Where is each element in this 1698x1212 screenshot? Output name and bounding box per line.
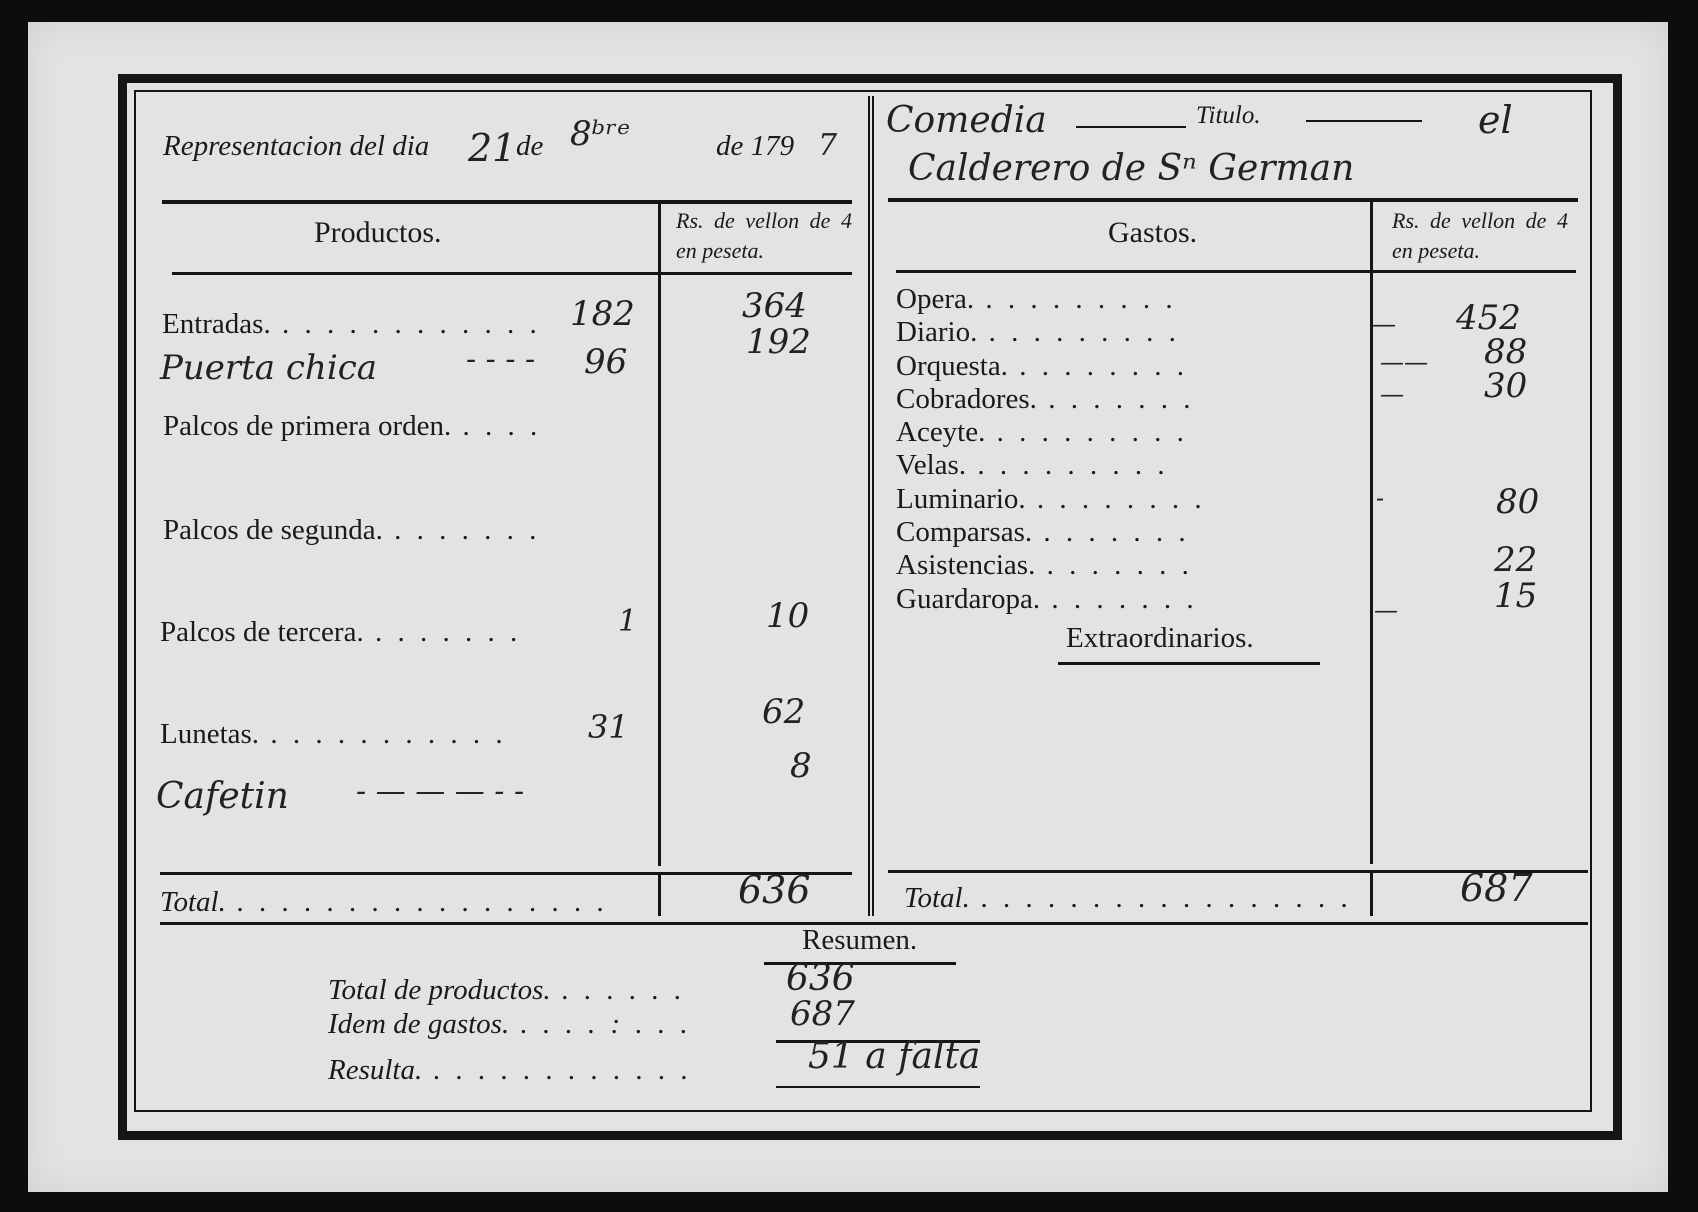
year-value: 7 <box>818 128 838 163</box>
row-label: Lunetas. . . . . . . . . . . . <box>160 718 507 750</box>
row-dash: —— <box>1380 348 1428 376</box>
gastos-row: Aceyte. . . . . . . . . . <box>896 416 1188 449</box>
productos-top-rule <box>162 200 852 204</box>
gastos-row: Luminario. . . . . . . . . <box>896 482 1206 515</box>
productos-header-rule <box>172 272 852 275</box>
gastos-row: Velas. . . . . . . . . . <box>896 449 1169 482</box>
gastos-top-rule <box>888 198 1578 202</box>
gastos-total-label: Total. . . . . . . . . . . . . . . . . . <box>904 882 1353 914</box>
row-dashes: - - - - <box>466 342 536 377</box>
productos-total-value: 636 <box>738 868 811 912</box>
gastos-row: Opera. . . . . . . . . . <box>896 283 1177 315</box>
gastos-header-rule <box>896 270 1576 273</box>
row-label: Palcos de primera orden. . . . . <box>163 410 542 442</box>
row-value: 62 <box>762 692 806 732</box>
row-dashes: - — — — - - <box>356 774 525 809</box>
row-value: 8 <box>790 746 812 786</box>
row-dash: — <box>1372 310 1396 338</box>
titulo-rule-left <box>1076 126 1186 128</box>
titulo-value-1: el <box>1478 98 1513 142</box>
gastos-row: Guardaropa. . . . . . . . <box>896 582 1198 615</box>
row-label: Cafetin <box>156 776 289 817</box>
productos-column-divider <box>658 200 661 866</box>
gastos-rows <box>896 283 1206 616</box>
de-label: de <box>516 130 544 162</box>
gastos-row: Diario. . . . . . . . . . <box>896 316 1180 349</box>
row-count: 31 <box>588 708 629 746</box>
representacion-label: Representacion del dia <box>163 130 430 162</box>
resumen-gastos-value: 687 <box>790 994 855 1034</box>
gastos-total-divider <box>1370 870 1373 916</box>
gastos-unit-header: Rs. de vellon de 4 en peseta. <box>1392 208 1568 263</box>
resumen-bottom-rule <box>776 1086 980 1088</box>
row-label: Entradas. . . . . . . . . . . . . <box>162 308 541 340</box>
center-divider <box>868 96 874 916</box>
row-value: 15 <box>1494 576 1538 616</box>
row-value: 22 <box>1494 540 1538 580</box>
row-dash: — <box>1374 596 1398 624</box>
titulo-label: Titulo. <box>1196 102 1261 129</box>
productos-total-label: Total. . . . . . . . . . . . . . . . . . <box>160 886 609 918</box>
row-dash: - <box>1376 484 1385 512</box>
row-count: 1 <box>618 604 638 639</box>
row-label: Puerta chica <box>160 348 378 388</box>
row-value: 30 <box>1484 366 1528 406</box>
extraordinarios-label: Extraordinarios. <box>1066 622 1254 654</box>
row-value: 364 <box>742 286 807 326</box>
comedia-value: Comedia <box>886 100 1047 141</box>
gastos-row: Asistencias. . . . . . . . <box>896 549 1193 582</box>
productos-unit-header: Rs. de vellon de 4 en peseta. <box>676 208 852 263</box>
row-count: 182 <box>570 294 635 334</box>
productos-header: Productos. <box>314 216 442 249</box>
titulo-rule-right <box>1306 120 1422 122</box>
gastos-row: Orquesta. . . . . . . . . <box>896 349 1188 382</box>
row-count: 96 <box>584 342 628 382</box>
row-value: 452 <box>1456 298 1521 338</box>
gastos-row: Comparsas. . . . . . . . <box>896 516 1190 549</box>
gastos-header: Gastos. <box>1108 216 1198 249</box>
row-value: 88 <box>1484 332 1528 372</box>
row-value: 80 <box>1496 482 1540 522</box>
titulo-value-2: Calderero de Sⁿ German <box>908 148 1355 189</box>
resumen-resulta-value: 51 a falta <box>808 1036 981 1077</box>
row-value: 10 <box>766 596 810 636</box>
gastos-column-divider <box>1370 198 1373 864</box>
row-label: Palcos de segunda. . . . . . . . <box>163 514 541 546</box>
row-label: Palcos de tercera. . . . . . . . <box>160 616 522 648</box>
resumen-title: Resumen. <box>802 924 918 956</box>
year-label: de 179 <box>716 130 795 162</box>
row-value: 192 <box>746 322 811 362</box>
resumen-productos-label: Total de productos. . . . . . . <box>328 974 686 1006</box>
extraordinarios-rule <box>1058 662 1320 665</box>
total-column-divider <box>658 872 661 916</box>
row-dash: — <box>1380 380 1404 408</box>
gastos-total-value: 687 <box>1460 866 1533 910</box>
resumen-gastos-label: Idem de gastos. . . . . : . . . <box>328 1008 692 1040</box>
dia-value: 21 <box>468 126 517 170</box>
resumen-productos-value: 636 <box>786 958 855 999</box>
mes-value: 8ᵇʳᵉ <box>570 114 631 154</box>
resumen-resulta-label: Resulta. . . . . . . . . . . . . <box>328 1054 693 1086</box>
gastos-row: Cobradores. . . . . . . . <box>896 382 1195 415</box>
